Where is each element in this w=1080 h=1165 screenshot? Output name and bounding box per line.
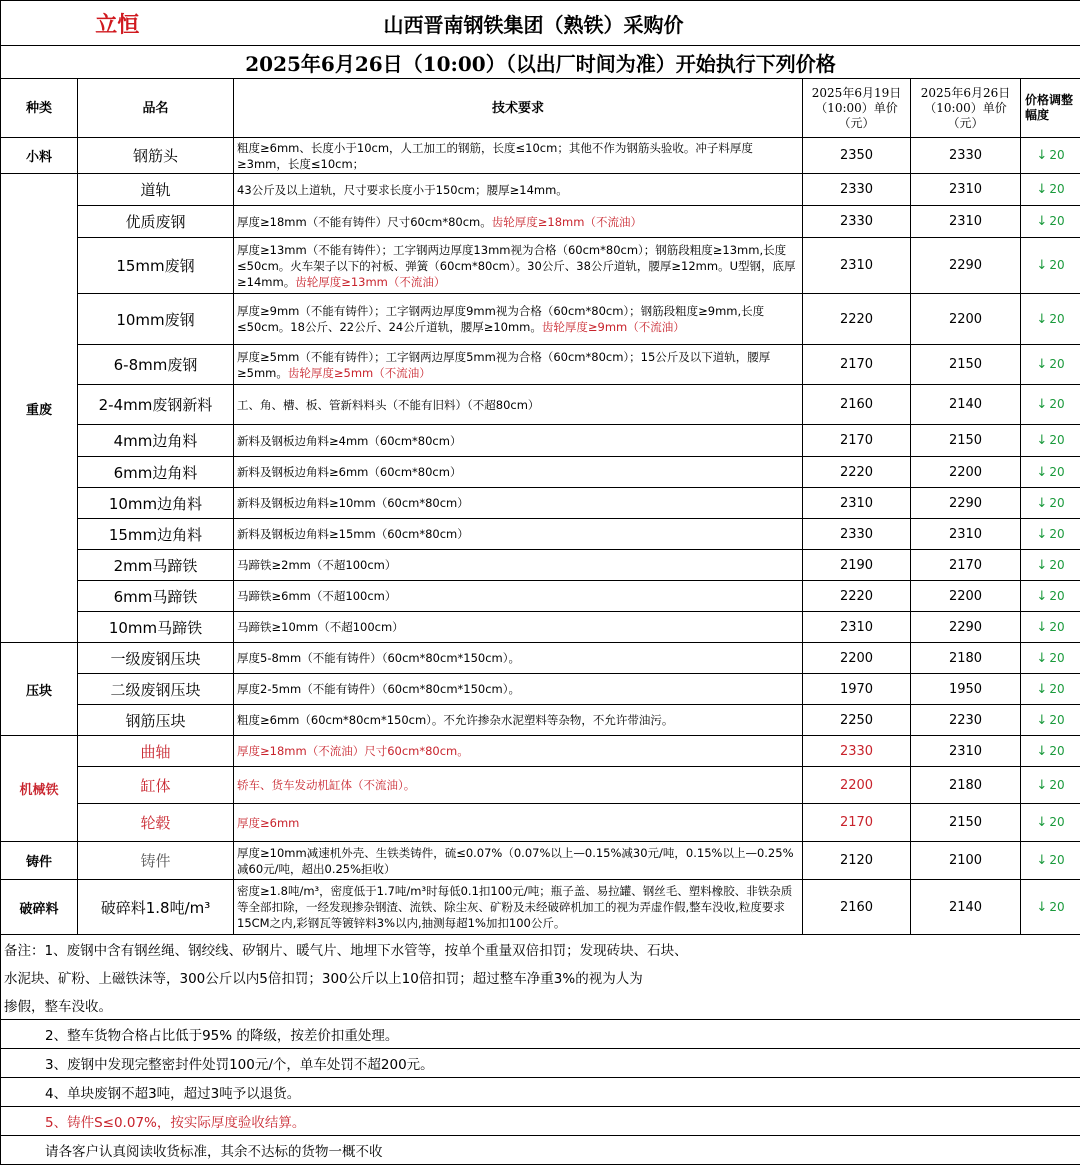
product-name: 6-8mm废钢	[78, 345, 234, 385]
table-row	[1, 174, 1080, 206]
requirements-cell	[234, 174, 803, 206]
price-rows	[1, 138, 1080, 935]
note-1b: 水泥块、矿粉、上磁铁沫等，300公斤以内5倍扣罚；300公斤以上10倍扣罚；超过整车净重3%的视为人为	[1, 963, 1080, 991]
price-change	[1021, 238, 1080, 294]
product-name: 缸体	[78, 767, 234, 804]
col-adjustment: 价格调整幅度	[1021, 79, 1080, 138]
requirements-text: 密度≥1.8吨/m³，密度低于1.7吨/m³时每低0.1扣100元/吨；瓶子盖、易拉罐、钢丝毛、塑料橡胶、非铁杂质等全部扣除，一经发现掺杂钢渣、流铁、除尘灰、矿粉及未经破碎机加工的视为弄虚作假,整车没收,粒度要求15CM之内,彩钢瓦等镀锌料3%以内,抽测每超1%加扣100公斤。	[237, 884, 792, 930]
requirements-cell	[234, 519, 803, 550]
requirements-cell	[234, 674, 803, 705]
price-new: 1950	[911, 674, 1021, 705]
price-new: 2310	[911, 206, 1021, 238]
requirements-text: 厚度≥13mm（不能有铸件）；工字钢两边厚度13mm视为合格（60cm*80cm）；钢筋段粗度≥13mm,长度≤50cm。火车架子以下的衬板、弹簧（60cm*80cm）。30公斤、38公斤道轨，腰厚≥12mm。U型钢，底厚≥14mm。	[237, 243, 795, 289]
price-change	[1021, 488, 1080, 519]
requirements-text: 马蹄铁≥6mm（不超100cm）	[237, 589, 396, 603]
price-new: 2100	[911, 842, 1021, 880]
price-change-value: 20	[1049, 853, 1064, 867]
table-row	[1, 674, 1080, 705]
note-5: 5、铸件S≤0.07%，按实际厚度验收结算。	[1, 1107, 1080, 1136]
product-name: 钢筋头	[78, 138, 234, 174]
price-change	[1021, 550, 1080, 581]
price-old: 2190	[803, 550, 911, 581]
product-name: 15mm边角料	[78, 519, 234, 550]
price-new: 2290	[911, 238, 1021, 294]
price-new: 2140	[911, 880, 1021, 935]
price-old: 1970	[803, 674, 911, 705]
table-row	[1, 138, 1080, 174]
price-change-value: 20	[1049, 433, 1064, 447]
requirements-cell	[234, 138, 803, 174]
product-name: 曲轴	[78, 736, 234, 767]
price-new: 2140	[911, 385, 1021, 425]
price-new: 2200	[911, 457, 1021, 488]
note-4: 4、单块废钢不超3吨，超过3吨予以退货。	[1, 1078, 1080, 1107]
price-old: 2170	[803, 804, 911, 842]
product-name: 2mm马蹄铁	[78, 550, 234, 581]
price-change-value: 20	[1049, 357, 1064, 371]
price-change-value: 20	[1049, 589, 1064, 603]
price-change-value: 20	[1049, 496, 1064, 510]
down-arrow-icon: ↓	[1036, 357, 1047, 372]
down-arrow-icon: ↓	[1036, 496, 1047, 511]
price-change	[1021, 425, 1080, 457]
down-arrow-icon: ↓	[1036, 713, 1047, 728]
requirements-text: 新料及钢板边角料≥4mm（60cm*80cm）	[237, 434, 461, 448]
price-change-value: 20	[1049, 527, 1064, 541]
col-price-new-label: （10:00）单价（元）	[924, 101, 1007, 130]
requirements-text: 马蹄铁≥2mm（不超100cm）	[237, 558, 396, 572]
price-old: 2120	[803, 842, 911, 880]
category-cell: 破碎料	[1, 880, 78, 935]
price-change	[1021, 804, 1080, 842]
page-subtitle: 2025年6月26日（10:00）（以出厂时间为准）开始执行下列价格	[1, 46, 1080, 79]
requirements-cell	[234, 767, 803, 804]
price-new: 2290	[911, 488, 1021, 519]
down-arrow-icon: ↓	[1036, 815, 1047, 830]
price-change	[1021, 880, 1080, 935]
price-change-value: 20	[1049, 651, 1064, 665]
down-arrow-icon: ↓	[1036, 620, 1047, 635]
requirements-cell	[234, 550, 803, 581]
product-name: 6mm边角料	[78, 457, 234, 488]
price-new: 2180	[911, 767, 1021, 804]
price-change	[1021, 206, 1080, 238]
requirements-cell	[234, 345, 803, 385]
category-cell: 压块	[1, 643, 78, 736]
product-name: 6mm马蹄铁	[78, 581, 234, 612]
down-arrow-icon: ↓	[1036, 148, 1047, 163]
col-requirements: 技术要求	[234, 79, 803, 138]
requirements-cell	[234, 612, 803, 643]
table-row	[1, 345, 1080, 385]
note-1c: 掺假，整车没收。	[1, 991, 1080, 1020]
table-row	[1, 612, 1080, 643]
column-header-row	[1, 79, 1080, 138]
price-change	[1021, 294, 1080, 345]
category-cell: 小料	[1, 138, 78, 174]
requirements-cell	[234, 581, 803, 612]
requirements-text: 新料及钢板边角料≥10mm（60cm*80cm）	[237, 496, 469, 510]
requirements-cell	[234, 488, 803, 519]
down-arrow-icon: ↓	[1036, 527, 1047, 542]
down-arrow-icon: ↓	[1036, 397, 1047, 412]
requirements-cell	[234, 457, 803, 488]
price-old: 2220	[803, 581, 911, 612]
requirements-highlight: 齿轮厚度≥5mm（不流油）	[288, 366, 431, 380]
price-change	[1021, 345, 1080, 385]
product-name: 15mm废钢	[78, 238, 234, 294]
price-old: 2200	[803, 767, 911, 804]
requirements-highlight: 齿轮厚度≥18mm（不流油）	[492, 215, 642, 229]
requirements-cell	[234, 206, 803, 238]
note-1a: 备注：1、废钢中含有钢丝绳、钢绞线、矽钢片、暖气片、地埋下水管等，按单个重量双倍扣罚；发现砖块、石块、	[1, 935, 1080, 964]
requirements-text: 厚度≥10mm减速机外壳、生铁类铸件，硫≤0.07%（0.07%以上—0.15%减30元/吨，0.15%以上—0.25%减60元/吨，超出0.25%拒收）	[237, 846, 793, 876]
price-change	[1021, 457, 1080, 488]
price-old: 2350	[803, 138, 911, 174]
requirements-cell	[234, 842, 803, 880]
price-new: 2150	[911, 345, 1021, 385]
product-name: 二级废钢压块	[78, 674, 234, 705]
price-new: 2150	[911, 804, 1021, 842]
price-change-value: 20	[1049, 312, 1064, 326]
price-old: 2250	[803, 705, 911, 736]
price-new: 2180	[911, 643, 1021, 674]
requirements-text: 轿车、货车发动机缸体（不流油）。	[237, 778, 415, 792]
requirements-cell	[234, 643, 803, 674]
price-old: 2310	[803, 612, 911, 643]
table-row	[1, 550, 1080, 581]
down-arrow-icon: ↓	[1036, 853, 1047, 868]
requirements-cell	[234, 425, 803, 457]
down-arrow-icon: ↓	[1036, 433, 1047, 448]
note-3: 3、废钢中发现完整密封件处罚100元/个，单车处罚不超200元。	[1, 1049, 1080, 1078]
price-old: 2330	[803, 174, 911, 206]
requirements-cell	[234, 385, 803, 425]
requirements-highlight: 齿轮厚度≥13mm（不流油）	[295, 275, 445, 289]
table-row	[1, 294, 1080, 345]
price-change-value: 20	[1049, 713, 1064, 727]
table-row	[1, 425, 1080, 457]
product-name: 4mm边角料	[78, 425, 234, 457]
col-price-new	[911, 79, 1021, 138]
price-old: 2160	[803, 880, 911, 935]
down-arrow-icon: ↓	[1036, 558, 1047, 573]
price-change	[1021, 612, 1080, 643]
price-change-value: 20	[1049, 744, 1064, 758]
price-new: 2200	[911, 581, 1021, 612]
price-new: 2330	[911, 138, 1021, 174]
price-new: 2170	[911, 550, 1021, 581]
requirements-text: 粗度≥6mm（60cm*80cm*150cm）。不允许掺杂水泥塑料等杂物，不允许带油污。	[237, 713, 673, 727]
price-change	[1021, 736, 1080, 767]
down-arrow-icon: ↓	[1036, 682, 1047, 697]
requirements-cell	[234, 804, 803, 842]
price-change-value: 20	[1049, 258, 1064, 272]
price-change-value: 20	[1049, 465, 1064, 479]
table-row	[1, 804, 1080, 842]
down-arrow-icon: ↓	[1036, 312, 1047, 327]
down-arrow-icon: ↓	[1036, 465, 1047, 480]
product-name: 优质废钢	[78, 206, 234, 238]
price-change	[1021, 138, 1080, 174]
price-change-value: 20	[1049, 182, 1064, 196]
product-name: 轮毂	[78, 804, 234, 842]
price-new: 2200	[911, 294, 1021, 345]
product-name: 钢筋压块	[78, 705, 234, 736]
down-arrow-icon: ↓	[1036, 182, 1047, 197]
requirements-text: 厚度5-8mm（不能有铸件）（60cm*80cm*150cm）。	[237, 651, 520, 665]
price-change-value: 20	[1049, 558, 1064, 572]
col-price-old-date: 2025年6月19日	[812, 86, 901, 100]
price-old: 2310	[803, 238, 911, 294]
price-old: 2330	[803, 519, 911, 550]
table-row	[1, 705, 1080, 736]
requirements-text: 厚度≥5mm（不能有铸件）；工字钢两边厚度5mm视为合格（60cm*80cm）；15公斤及以下道轨，腰厚≥5mm。	[237, 350, 770, 380]
down-arrow-icon: ↓	[1036, 778, 1047, 793]
requirements-text: 粗度≥6mm、长度小于10cm，人工加工的钢筋，长度≤10cm；其他不作为钢筋头验收。冲子料厚度≥3mm，长度≤10cm；	[237, 141, 753, 171]
table-row	[1, 842, 1080, 880]
price-change	[1021, 519, 1080, 550]
price-change	[1021, 767, 1080, 804]
category-cell: 重废	[1, 174, 78, 643]
price-change-value: 20	[1049, 815, 1064, 829]
table-row	[1, 880, 1080, 935]
table-row	[1, 736, 1080, 767]
price-change-value: 20	[1049, 682, 1064, 696]
down-arrow-icon: ↓	[1036, 744, 1047, 759]
price-change-value: 20	[1049, 214, 1064, 228]
down-arrow-icon: ↓	[1036, 651, 1047, 666]
price-change	[1021, 674, 1080, 705]
price-old: 2220	[803, 294, 911, 345]
table-row	[1, 238, 1080, 294]
table-row	[1, 488, 1080, 519]
col-price-new-date: 2025年6月26日	[921, 86, 1010, 100]
product-name: 10mm马蹄铁	[78, 612, 234, 643]
requirements-text: 马蹄铁≥10mm（不超100cm）	[237, 620, 404, 634]
down-arrow-icon: ↓	[1036, 900, 1047, 915]
note-2: 2、整车货物合格占比低于95% 的降级，按差价扣重处理。	[1, 1020, 1080, 1049]
brand-logo: 立恒	[1, 1, 234, 46]
price-old: 2220	[803, 457, 911, 488]
down-arrow-icon: ↓	[1036, 589, 1047, 604]
table-row	[1, 767, 1080, 804]
requirements-text: 43公斤及以上道轨，尺寸要求长度小于150cm；腰厚≥14mm。	[237, 183, 568, 197]
requirements-text: 厚度≥18mm（不能有铸件）尺寸60cm*80cm。	[237, 215, 492, 229]
price-change-value: 20	[1049, 397, 1064, 411]
price-change	[1021, 842, 1080, 880]
price-new: 2290	[911, 612, 1021, 643]
product-name: 铸件	[78, 842, 234, 880]
price-old: 2170	[803, 345, 911, 385]
price-old: 2330	[803, 206, 911, 238]
table-row	[1, 385, 1080, 425]
col-category: 种类	[1, 79, 78, 138]
table-row	[1, 519, 1080, 550]
requirements-highlight: 齿轮厚度≥9mm（不流油）	[542, 320, 685, 334]
requirements-text: 厚度≥9mm（不能有铸件）；工字钢两边厚度9mm视为合格（60cm*80cm）；钢筋段粗度≥9mm,长度≤50cm。18公斤、22公斤、24公斤道轨，腰厚≥10mm。	[237, 304, 764, 334]
requirements-cell	[234, 238, 803, 294]
table-row	[1, 581, 1080, 612]
requirements-text: 厚度≥18mm（不流油）尺寸60cm*80cm。	[237, 744, 469, 758]
down-arrow-icon: ↓	[1036, 258, 1047, 273]
requirements-text: 厚度≥6mm	[237, 816, 299, 830]
requirements-text: 厚度2-5mm（不能有铸件）（60cm*80cm*150cm）。	[237, 682, 520, 696]
requirements-text: 工、角、槽、板、管新料料头（不能有旧料）（不超80cm）	[237, 398, 539, 412]
price-change	[1021, 581, 1080, 612]
table-row	[1, 457, 1080, 488]
product-name: 10mm废钢	[78, 294, 234, 345]
price-change-value: 20	[1049, 148, 1064, 162]
price-change	[1021, 174, 1080, 206]
price-new: 2230	[911, 705, 1021, 736]
product-name: 道轨	[78, 174, 234, 206]
price-change	[1021, 643, 1080, 674]
note-6: 请各客户认真阅读收货标准，其余不达标的货物一概不收	[1, 1136, 1080, 1165]
price-change-value: 20	[1049, 778, 1064, 792]
product-name: 破碎料1.8吨/m³	[78, 880, 234, 935]
down-arrow-icon: ↓	[1036, 214, 1047, 229]
category-cell: 铸件	[1, 842, 78, 880]
requirements-cell	[234, 705, 803, 736]
price-old: 2330	[803, 736, 911, 767]
table-row	[1, 206, 1080, 238]
col-price-old-label: （10:00）单价（元）	[815, 101, 898, 130]
col-product: 品名	[78, 79, 234, 138]
requirements-text: 新料及钢板边角料≥15mm（60cm*80cm）	[237, 527, 469, 541]
price-new: 2310	[911, 736, 1021, 767]
price-old: 2200	[803, 643, 911, 674]
requirements-cell	[234, 736, 803, 767]
product-name: 一级废钢压块	[78, 643, 234, 674]
page-title: 山西晋南钢铁集团（熟铁）采购价	[234, 1, 1080, 46]
price-change	[1021, 385, 1080, 425]
price-old: 2170	[803, 425, 911, 457]
price-old: 2310	[803, 488, 911, 519]
requirements-cell	[234, 294, 803, 345]
requirements-cell	[234, 880, 803, 935]
price-new: 2310	[911, 174, 1021, 206]
category-cell: 机械铁	[1, 736, 78, 842]
price-new: 2150	[911, 425, 1021, 457]
price-change-value: 20	[1049, 900, 1064, 914]
product-name: 2-4mm废钢新料	[78, 385, 234, 425]
product-name: 10mm边角料	[78, 488, 234, 519]
table-row	[1, 643, 1080, 674]
price-change	[1021, 705, 1080, 736]
price-new: 2310	[911, 519, 1021, 550]
price-old: 2160	[803, 385, 911, 425]
col-price-old	[803, 79, 911, 138]
requirements-text: 新料及钢板边角料≥6mm（60cm*80cm）	[237, 465, 461, 479]
price-change-value: 20	[1049, 620, 1064, 634]
